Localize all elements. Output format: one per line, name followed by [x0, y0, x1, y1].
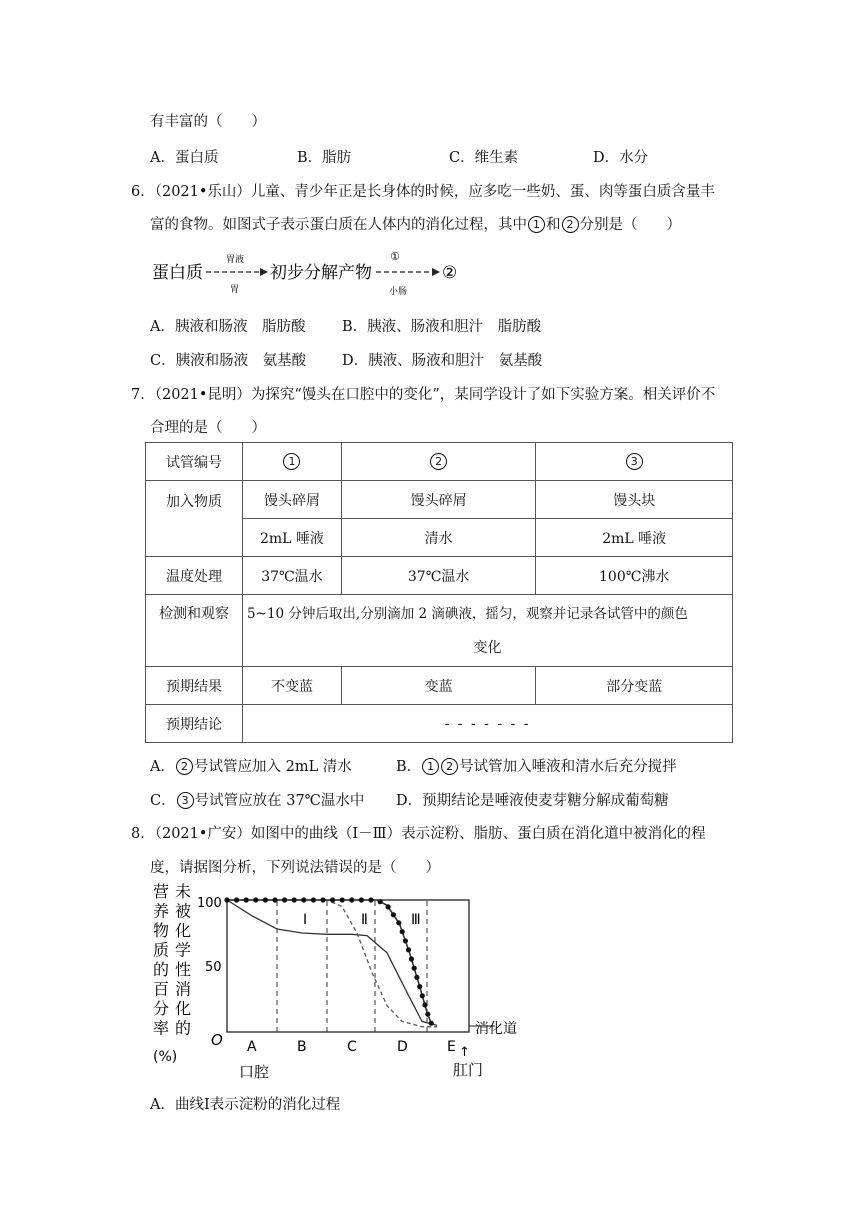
curve-III-marker: [349, 897, 354, 902]
circled-2: 2: [176, 758, 193, 775]
q7-option-b-label: B．: [396, 759, 422, 775]
diagram-end: ②: [442, 263, 458, 283]
y-axis-label-col1: [153, 882, 169, 1038]
table-header-tube: 试管编号: [146, 443, 243, 481]
section-label: E: [447, 1039, 456, 1055]
table-header-add: 加入物质: [146, 481, 243, 557]
curve-III-marker: [417, 984, 422, 989]
q8-stem-line1: 8．（2021•广安）如图中的曲线（Ⅰ－Ⅲ）表示淀粉、脂肪、蛋白质在消化道中被消化的程: [131, 826, 706, 842]
table-header-check: 检测和观察: [146, 595, 243, 667]
table-header-result: 预期结果: [146, 667, 243, 705]
circled-3: 3: [626, 453, 643, 470]
table-cell: 不变蓝: [243, 667, 342, 705]
curve-III-marker: [420, 993, 425, 998]
y-label-char: 化: [175, 999, 192, 1018]
q7-option-b: [396, 755, 677, 776]
origin-label: O: [211, 1031, 223, 1049]
curve-III-marker: [359, 897, 364, 902]
table-cell: 2mL 唾液: [243, 519, 342, 557]
curve-III-marker: [301, 897, 306, 902]
diagram-above-1: 胃液: [226, 255, 245, 265]
y-label-char: 分: [153, 999, 170, 1018]
y-label-char: 的: [175, 1018, 192, 1038]
anus-label: 肛门: [453, 1061, 484, 1079]
y-label-char: 物: [153, 921, 170, 940]
y-label-char: 未: [175, 882, 192, 901]
q6-option-a: A．胰液和肠液 脂肪酸: [150, 319, 306, 335]
q6-option-c: C．胰液和肠液 氨基酸: [150, 353, 307, 369]
table-cell: 馒头块: [536, 481, 733, 519]
curve-III-marker: [330, 897, 335, 902]
y-axis-unit: (%): [153, 1049, 178, 1065]
curve-III-marker: [386, 904, 391, 909]
table-cell: 37℃温水: [243, 557, 342, 595]
table-cell: 馒头碎屑: [243, 481, 342, 519]
protein-digestion-diagram: [150, 246, 470, 298]
q5-option-c: C．维生素: [449, 150, 519, 166]
curve-III-marker: [244, 897, 249, 902]
anus-arrow: ↑: [459, 1045, 470, 1060]
curve-III-marker: [391, 912, 396, 917]
diagram-start: 蛋白质: [152, 263, 203, 283]
curve-III-marker: [234, 897, 239, 902]
curve-III-marker: [340, 897, 345, 902]
curve-III-marker: [414, 975, 419, 980]
table-header-conclusion: 预期结论: [146, 705, 243, 743]
curve-III-marker: [282, 897, 287, 902]
y-label-char: 消: [175, 979, 192, 999]
q6-stem-text-a: 富的食物。如图式子表示蛋白质在人体内的消化过程，其中: [150, 217, 527, 233]
q7-option-a-text: 号试管应加入 2mL 清水: [193, 759, 352, 775]
table-cell: [536, 443, 733, 481]
table-cell: 馒头碎屑: [341, 481, 536, 519]
table-cell: - - - - - - -: [243, 705, 733, 743]
curve-label-I: Ⅰ: [303, 912, 308, 928]
q6-stem-line1: 6．（2021•乐山）儿童、青少年正是长身体的时候，应多吃一些奶、蛋、肉等蛋白质含量丰: [131, 184, 715, 200]
curve-III-marker: [422, 1002, 427, 1007]
y-label-char: 的: [153, 960, 170, 979]
curve-III-marker: [425, 1012, 430, 1017]
diagram-below-1: 胃: [230, 285, 240, 295]
curve-III-marker: [263, 897, 268, 902]
section-labels: [247, 1039, 456, 1055]
q7-option-c-label: C．: [150, 793, 176, 809]
circled-1: 1: [422, 758, 439, 775]
check-line-1: 5~10 分钟后取出,分别滴加 2 滴碘液，摇匀，观察并记录各试管中的颜色: [247, 605, 688, 622]
diagram-above-2: ①: [390, 250, 400, 263]
y-label-char: 被: [175, 901, 192, 921]
q8-stem-line2: 度，请据图分析，下列说法错误的是（ ）: [150, 860, 440, 876]
curve-label-III: Ⅲ: [411, 912, 421, 928]
curve-III-marker: [292, 897, 297, 902]
section-label: B: [297, 1039, 307, 1055]
circled-2: 2: [441, 758, 458, 775]
y-label-char: 率: [153, 1018, 170, 1038]
y-label-char: 化: [175, 921, 192, 940]
curve-III-marker: [429, 1021, 434, 1026]
section-label: D: [397, 1039, 408, 1055]
circled-2: 2: [562, 216, 579, 233]
curve-III-marker: [272, 897, 277, 902]
table-cell: [243, 443, 342, 481]
circled-2: 2: [430, 453, 447, 470]
tract-label: 消化道: [475, 1021, 517, 1037]
check-line-2: 变化: [473, 639, 502, 656]
q7-option-b-text: 号试管加入唾液和清水后充分搅拌: [459, 759, 677, 775]
y-label-char: 百: [153, 979, 170, 999]
circled-1: 1: [283, 453, 300, 470]
experiment-table: [145, 442, 733, 743]
circled-1: 1: [528, 216, 545, 233]
curve-III-marker: [396, 920, 401, 925]
y-tick-50: 50: [205, 960, 222, 975]
q6-stem-text-b: 和: [546, 217, 561, 233]
plot-frame: [227, 900, 469, 1032]
y-label-char: 学: [175, 940, 192, 960]
table-cell: 变蓝: [341, 667, 536, 705]
table-cell: 2mL 唾液: [536, 519, 733, 557]
y-tick-100: 100: [197, 896, 222, 911]
section-label: A: [247, 1039, 257, 1055]
q6-stem-text-c: 分别是（ ）: [579, 217, 681, 233]
q6-option-d: D．胰液、肠液和胆汁 氨基酸: [342, 353, 543, 369]
y-label-char: 营: [153, 882, 170, 901]
curve-III-marker: [311, 897, 316, 902]
curve-III-marker: [253, 897, 258, 902]
curve-label-II: Ⅱ: [361, 912, 368, 928]
diagram-arrowhead-1: [260, 268, 268, 276]
q6-option-b: B．胰液、肠液和胆汁 脂肪酸: [342, 319, 542, 335]
table-cell: 37℃温水: [341, 557, 536, 595]
q5-option-a: A．蛋白质: [150, 150, 219, 166]
y-label-char: 养: [153, 901, 170, 921]
curve-III-marker: [406, 947, 411, 952]
digestion-curve-chart: [145, 880, 545, 1080]
table-row: [146, 595, 733, 667]
table-row: [146, 481, 733, 519]
curve-III-marker: [320, 897, 325, 902]
diagram-below-2: 小肠: [389, 287, 408, 297]
table-cell: [341, 443, 536, 481]
curve-III-marker: [400, 929, 405, 934]
y-label-char: 质: [153, 940, 170, 960]
curve-III-marker: [403, 938, 408, 943]
curve-III-marker: [409, 956, 414, 961]
q5-option-b: B．脂肪: [297, 150, 352, 166]
curve-III-marker: [412, 966, 417, 971]
table-cell: [243, 595, 733, 667]
diagram-arrowhead-2: [432, 268, 440, 276]
q7-option-a-label: A．: [150, 759, 175, 775]
table-cell: 清水: [341, 519, 536, 557]
q5-stem-tail: 有丰富的（ ）: [150, 114, 266, 130]
q7-option-d: D．预期结论是唾液使麦芽糖分解成葡萄糖: [396, 793, 669, 809]
curve-III-marker: [224, 897, 229, 902]
section-label: C: [347, 1039, 357, 1055]
q7-option-c-text: 号试管应放在 37℃温水中: [194, 793, 365, 809]
table-cell: 部分变蓝: [536, 667, 733, 705]
q7-stem-line1: 7．（2021•昆明）为探究“馒头在口腔中的变化”，某同学设计了如下实验方案。相关评价不: [131, 387, 716, 403]
section-dividers: [277, 900, 427, 1032]
q8-option-a: A．曲线Ⅰ表示淀粉的消化过程: [150, 1097, 341, 1113]
table-row: [146, 443, 733, 481]
y-axis-label-col2: [175, 882, 191, 1038]
diagram-middle: 初步分解产物: [270, 263, 372, 283]
q7-option-a: [150, 755, 352, 776]
q7-stem-line2: 合理的是（ ）: [150, 420, 266, 436]
q6-stem-line2: [150, 213, 681, 234]
curve-Ⅰ: [227, 900, 437, 1025]
circled-3: 3: [177, 792, 194, 809]
y-label-char: 性: [175, 960, 192, 979]
q7-option-c: [150, 789, 364, 810]
table-row: [146, 705, 733, 743]
curve-III-marker: [378, 899, 383, 904]
table-header-temp: 温度处理: [146, 557, 243, 595]
table-row: [146, 667, 733, 705]
curve-III-marker: [368, 897, 373, 902]
table-row: [146, 557, 733, 595]
curves: [224, 897, 437, 1026]
q5-option-d: D．水分: [593, 150, 649, 166]
mouth-label: 口腔: [239, 1063, 270, 1080]
table-cell: 100℃沸水: [536, 557, 733, 595]
